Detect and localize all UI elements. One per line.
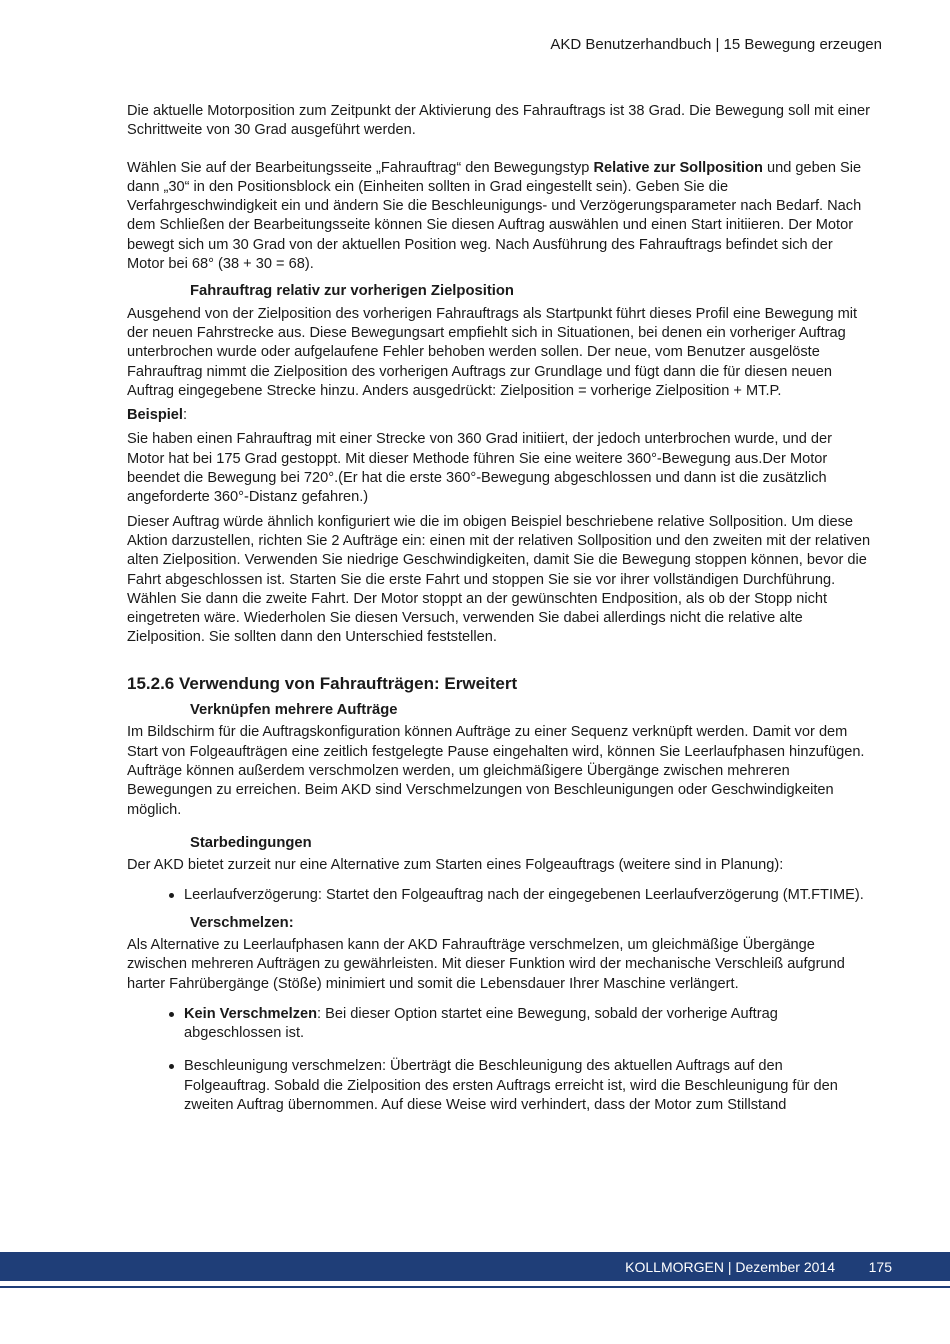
footer-divider: [0, 1286, 950, 1288]
section-title: 15.2.6 Verwendung von Fahraufträgen: Erweitert: [127, 673, 518, 693]
paragraph-start-conditions: Der AKD bietet zurzeit nur eine Alternative zum Starten eines Folgeauftrags (weitere sind in Planung):: [127, 857, 784, 874]
subheading-start-conditions: Starbedingungen: [190, 834, 312, 851]
document-body: [127, 102, 872, 1129]
bullet-icon: [169, 893, 174, 898]
bullet-icon: [169, 1012, 174, 1017]
paragraph-link-orders: Im Bildschirm für die Auftragskonfiguration können Aufträge zu einer Sequenz verknüpft werden. Damit vor dem Start von Folgeaufträgen eine zeitlich festgelegte Pause eingehalten wird, können Sie Leerlaufphasen hinzufügen. Aufträge können außerdem verschmolzen werden, um gleichmäßigere Übergänge zwischen mehreren Bewegungen zu erreichen. Beim AKD sind Verschmelzungen von Beschleunigungen oder Geschwindigkeiten möglich.: [127, 724, 865, 818]
subheading-blending: Verschmelzen:: [190, 914, 294, 931]
paragraph-example: Sie haben einen Fahrauftrag mit einer Strecke von 360 Grad initiiert, der jedoch unterbrochen wurde, und der Motor hat bei 175 Grad gestoppt. Mit dieser Methode führen Sie eine weitere 360°-Bewegung aus.Der Motor beendet die Bewegung bei 720°.(Er hat die erste 360°-Bewegung abgeschlossen und dann ist die zusätzlich angeforderte 360°-Distanz gefahren.): [127, 431, 832, 506]
blending-list: [127, 1005, 872, 1115]
footer-text: KOLLMORGEN | Dezember 2014: [625, 1259, 835, 1275]
example-label: Beispiel:: [127, 407, 188, 424]
start-conditions-list: [127, 886, 872, 905]
list-item: Beschleunigung verschmelzen: Überträgt die Beschleunigung des aktuellen Auftrags auf den Folgeauftrag. Sobald die Zielposition des ersten Auftrags erreicht ist, wird die Beschleunigung für den zweiten Auftrag übernommen. Auf diese Weise wird verhindert, dass der Motor zum Stillstand: [127, 1057, 872, 1115]
paragraph-relative-previous-target: Ausgehend von der Zielposition des vorherigen Fahrauftrags als Startpunkt führt dieses Profil eine Bewegung mit der neuen Fahrstrecke aus. Diese Bewegungsart empfiehlt sich in Situationen, bei denen ein vorheriger Auftrag unterbrochen wurde oder aufgelaufene Fehler behoben werden sollen. Der neue, vom Benutzer ausgelöste Fahrauftrag nimmt die Zielposition des vorherigen Auftrags zur Grundlage und fügt dann die für diesen neuen Auftrag eingegebene Strecke hinzu. Anders ausgedrückt: Zielposition = vorherige Zielposition + MT.P.: [127, 305, 858, 399]
bullet-icon: [169, 1064, 174, 1069]
list-item: Leerlaufverzögerung: Startet den Folgeauftrag nach der eingegebenen Leerlaufverzögerung (MT.FTIME).: [127, 886, 872, 905]
list-item: Kein Verschmelzen: Bei dieser Option startet eine Bewegung, sobald der vorherige Auftrag abgeschlossen ist.: [127, 1005, 872, 1044]
paragraph-motor-position: Die aktuelle Motorposition zum Zeitpunkt der Aktivierung des Fahrauftrags ist 38 Grad. Die Bewegung soll mit einer Schrittweite von 30 Grad ausgeführt werden.: [127, 103, 871, 139]
paragraph-relative-setpoint: Wählen Sie auf der Bearbeitungsseite „Fahrauftrag“ den Bewegungstyp Relative zur Sollposition und geben Sie dann „30“ in den Positionsblock ein (Einheiten sollten in Grad eingestellt sein). Geben Sie die Verfahrgeschwindigkeit ein und ändern Sie die Beschleunigungs- und Verzögerungsparameter nach Bedarf. Nach dem Schließen der Bearbeitungsseite können Sie diesen Auftrag auswählen und einen Start initiieren. Der Motor bewegt sich um 30 Grad von der aktuellen Position weg. Nach Ausführung des Fahrauftrags befindet sich der Motor bei 68° (38 + 30 = 68).: [127, 159, 862, 273]
paragraph-configuration: Dieser Auftrag würde ähnlich konfiguriert wie die im obigen Beispiel beschriebene relative Sollposition. Um diese Aktion darzustellen, richten Sie 2 Aufträge ein: einen mit der relativen Sollposition und den zweiten mit der relativen alten Zielposition. Verwenden Sie niedrige Geschwindigkeiten, damit Sie die Bewegung stoppen können, bevor die Fahrt abgeschlossen ist. Starten Sie die erste Fahrt und stoppen Sie sie vor ihrer vollständigen Durchführung. Wählen Sie dann die zweite Fahrt. Der Motor stoppt an der gewünschten Endposition, als ob der Stopp nicht eingetreten wäre. Wiederholen Sie diesen Versuch, verwenden Sie dabei allerdings nicht die relative alte Zielposition. Sie sollten dann den Unterschied feststellen.: [127, 513, 871, 646]
subheading-relative-previous-target: Fahrauftrag relativ zur vorherigen Zielposition: [190, 283, 514, 300]
page-number: 175: [868, 1259, 892, 1275]
paragraph-blending: Als Alternative zu Leerlaufphasen kann der AKD Fahraufträge verschmelzen, um gleichmäßige Übergänge zwischen mehreren Aufträgen zu gewährleisten. Mit dieser Funktion wird der mechanische Verschleiß aufgrund harter Fahrübergänge (Stöße) minimiert und somit die Lebensdauer Ihrer Maschine verlängert.: [127, 936, 845, 992]
page-header: AKD Benutzerhandbuch | 15 Bewegung erzeugen: [550, 36, 882, 53]
subheading-link-orders: Verknüpfen mehrere Aufträge: [190, 702, 398, 719]
term-relative-setpoint: Relative zur Sollposition: [593, 159, 763, 176]
